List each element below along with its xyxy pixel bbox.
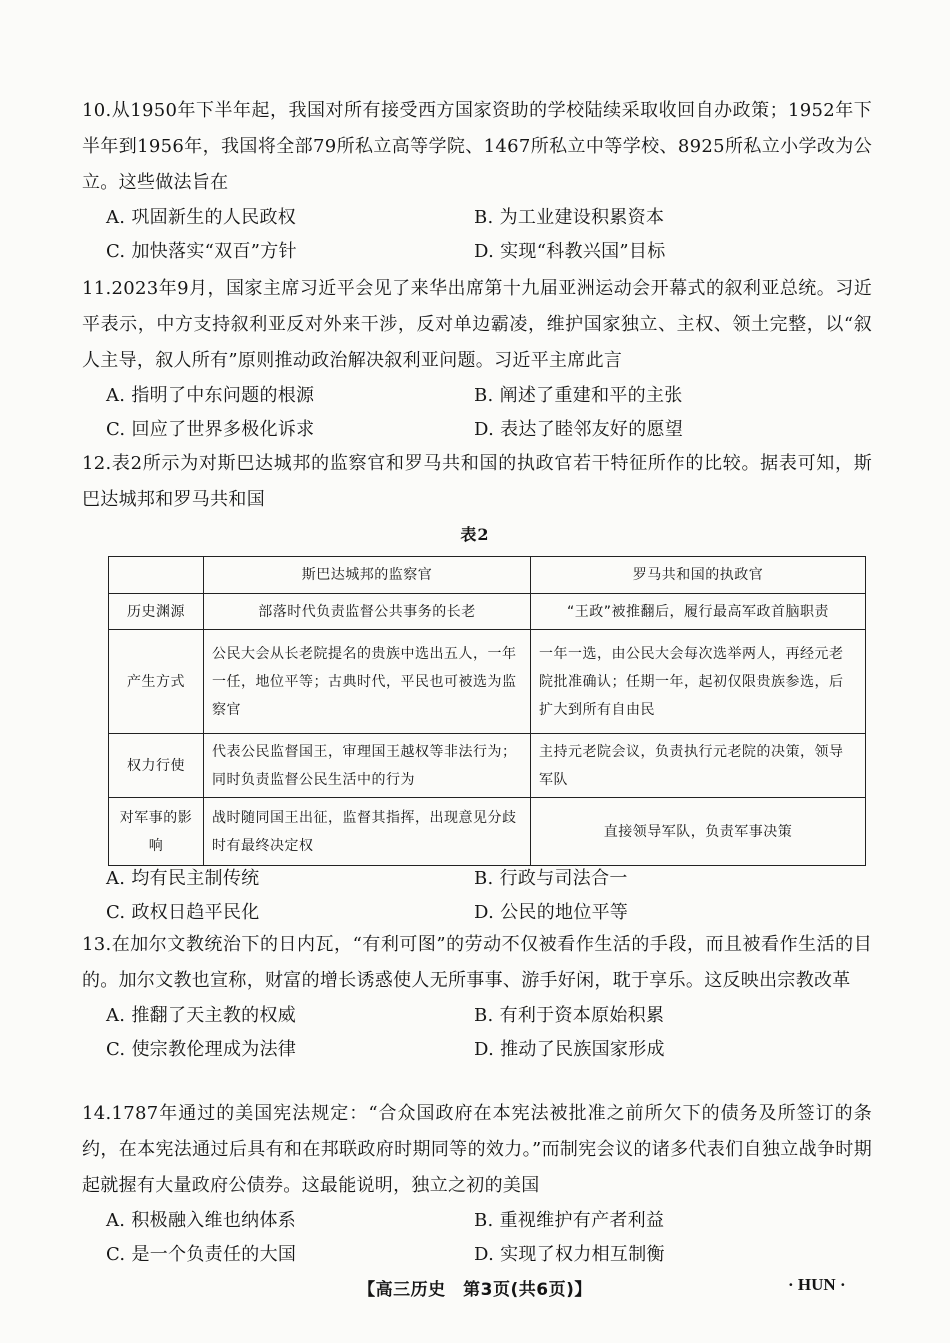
- table-cell: 直接领导军队，负责军事决策: [531, 798, 866, 866]
- exam-code: · HUN ·: [788, 1275, 846, 1294]
- table-cell: 部落时代负责监督公共事务的长老: [204, 594, 531, 630]
- question-11-stem: 11.2023年9月，国家主席习近平会见了来华出席第十九届亚洲运动会开幕式的叙利亚总统。习近平表示，中方支持叙利亚反对外来干涉，反对单边霸凌，维护国家独立、主权、领土完整，以“叙人主导，叙人所有”原则推动政治解决叙利亚问题。习近平主席此言: [82, 278, 872, 371]
- table-row: [109, 594, 866, 630]
- option-c[interactable]: C. 政权日趋平民化: [106, 902, 260, 923]
- question-14-options: [106, 1204, 872, 1272]
- question-11-options: [106, 379, 872, 447]
- question-12: [82, 446, 872, 518]
- page-footer: 【高三历史 第3页(共6页)】: [358, 1280, 592, 1300]
- row-header-military: 对军事的影响: [109, 798, 204, 866]
- table-row: [109, 734, 866, 798]
- comparison-table: [108, 556, 866, 866]
- question-10: [82, 93, 872, 269]
- table-header-row: [109, 557, 866, 594]
- question-13-stem: 13.在加尔文教统治下的日内瓦，“有利可图”的劳动不仅被看作生活的手段，而且被看作生活的目的。加尔文教也宣称，财富的增长诱惑使人无所事事、游手好闲，耽于享乐。这反映出宗教改革: [82, 934, 872, 991]
- table-cell: 公民大会从长老院提名的贵族中选出五人，一年一任，地位平等；古典时代，平民也可被选为监察官: [204, 630, 531, 734]
- option-a[interactable]: A. 均有民主制传统: [106, 868, 260, 889]
- option-d[interactable]: D. 实现了权力相互制衡: [474, 1244, 665, 1265]
- option-c[interactable]: C. 是一个负责任的大国: [106, 1244, 297, 1265]
- question-14-stem: 14.1787年通过的美国宪法规定：“合众国政府在本宪法被批准之前所欠下的债务及所签订的条约，在本宪法通过后具有和在邦联政府时期同等的效力。”而制宪会议的诸多代表们自独立战争时期起就握有大量政府公债券。这最能说明，独立之初的美国: [82, 1103, 872, 1196]
- table-cell: 战时随同国王出征，监督其指挥，出现意见分歧时有最终决定权: [204, 798, 531, 866]
- option-d[interactable]: D. 推动了民族国家形成: [474, 1039, 665, 1060]
- table-row: [109, 630, 866, 734]
- header-sparta-ephor: 斯巴达城邦的监察官: [204, 557, 531, 594]
- table-corner-cell: [109, 557, 204, 594]
- row-header-power: 权力行使: [109, 734, 204, 798]
- question-12-stem: 12.表2所示为对斯巴达城邦的监察官和罗马共和国的执政官若干特征所作的比较。据表可知，斯巴达城邦和罗马共和国: [82, 453, 872, 510]
- question-14: [82, 1096, 872, 1272]
- option-b[interactable]: B. 行政与司法合一: [474, 868, 628, 889]
- table-cell: 一年一选，由公民大会每次选举两人，再经元老院批准确认；任期一年，起初仅限贵族参选，后扩大到所有自由民: [531, 630, 866, 734]
- option-c[interactable]: C. 加快落实“双百”方针: [106, 241, 297, 262]
- table-cell: “王政”被推翻后，履行最高军政首脑职责: [531, 594, 866, 630]
- row-header-origin: 历史渊源: [109, 594, 204, 630]
- option-c[interactable]: C. 回应了世界多极化诉求: [106, 419, 315, 440]
- option-a[interactable]: A. 巩固新生的人民政权: [106, 207, 297, 228]
- header-roman-consul: 罗马共和国的执政官: [531, 557, 866, 594]
- option-b[interactable]: B. 为工业建设积累资本: [474, 207, 665, 228]
- question-11: [82, 271, 872, 447]
- row-header-selection: 产生方式: [109, 630, 204, 734]
- table-row: [109, 798, 866, 866]
- table-caption: 表2: [460, 525, 490, 544]
- option-d[interactable]: D. 公民的地位平等: [474, 902, 629, 923]
- option-a[interactable]: A. 指明了中东问题的根源: [106, 385, 315, 406]
- table-cell: 主持元老院会议，负责执行元老院的决策，领导军队: [531, 734, 866, 798]
- question-10-stem: 10.从1950年下半年起，我国对所有接受西方国家资助的学校陆续采取收回自办政策；1952年下半年到1956年，我国将全部79所私立高等学院、1467所私立中等学校、8925所私立小学改为公立。这些做法旨在: [82, 100, 872, 193]
- option-d[interactable]: D. 实现“科教兴国”目标: [474, 241, 666, 262]
- option-a[interactable]: A. 积极融入维也纳体系: [106, 1210, 297, 1231]
- option-b[interactable]: B. 阐述了重建和平的主张: [474, 385, 683, 406]
- option-b[interactable]: B. 重视维护有产者利益: [474, 1210, 665, 1231]
- question-13: [82, 927, 872, 1067]
- question-13-options: [106, 999, 872, 1067]
- question-12-options: [106, 862, 872, 930]
- question-12-answers: [82, 862, 872, 930]
- option-c[interactable]: C. 使宗教伦理成为法律: [106, 1039, 297, 1060]
- option-b[interactable]: B. 有利于资本原始积累: [474, 1005, 665, 1026]
- option-a[interactable]: A. 推翻了天主教的权威: [106, 1005, 297, 1026]
- option-d[interactable]: D. 表达了睦邻友好的愿望: [474, 419, 684, 440]
- table-cell: 代表公民监督国王，审理国王越权等非法行为；同时负责监督公民生活中的行为: [204, 734, 531, 798]
- question-10-options: [106, 201, 872, 269]
